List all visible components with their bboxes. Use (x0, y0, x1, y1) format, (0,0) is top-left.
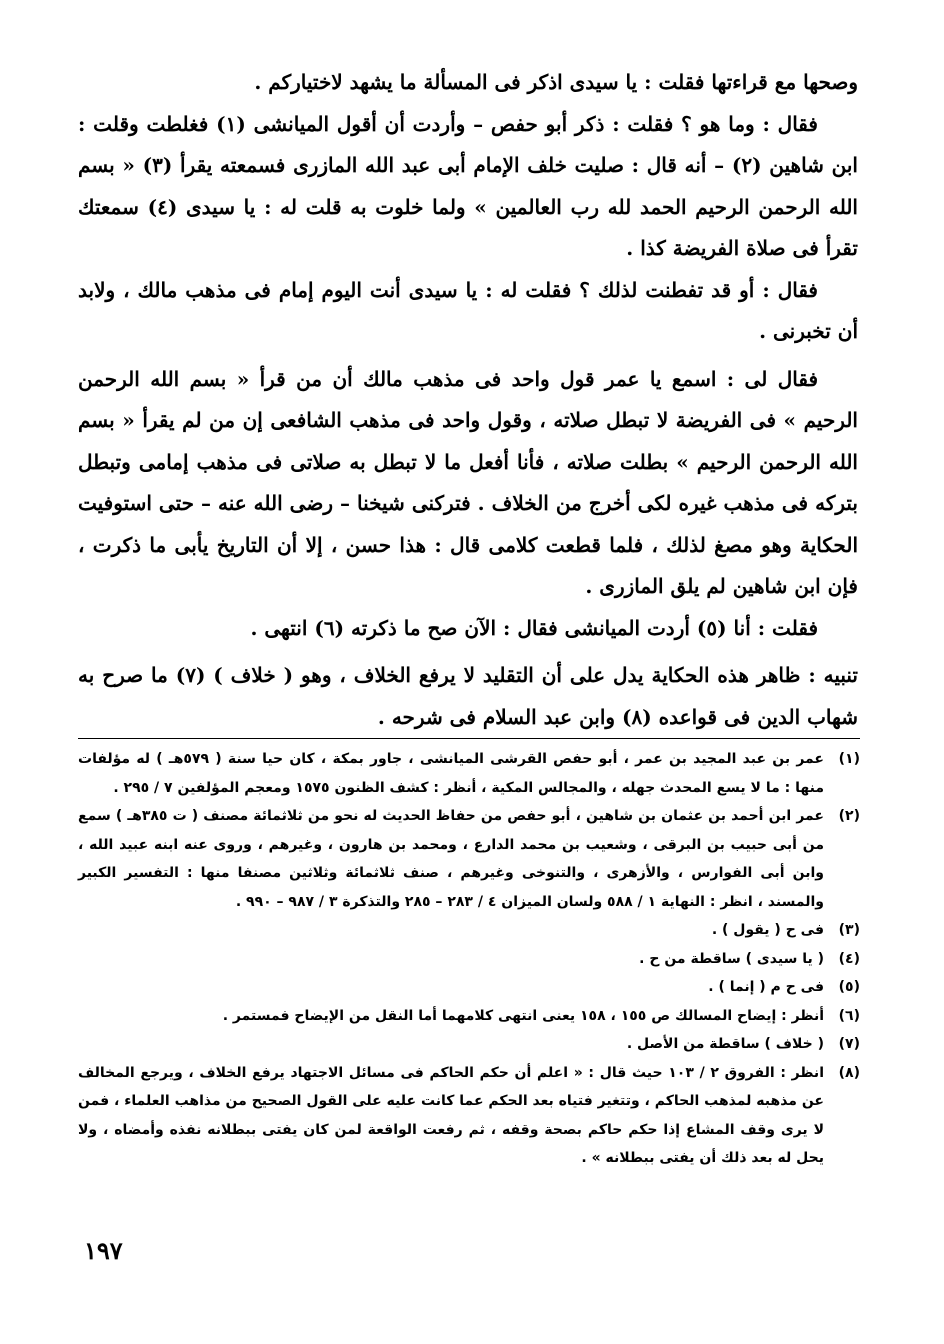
footnote-divider (78, 738, 860, 739)
footnote-number: (٢) (838, 808, 860, 824)
paragraph-6: تنبيه : ظاهر هذه الحكاية يدل على أن التقليد لا يرفع الخلاف ، وهو ( خلاف ) (٧) ما صرح به شهاب الدين فى قواعده (٨) وابن عبد السلام فى شرحه . (78, 663, 858, 729)
footnote-text: فى ح ( يقول ) . (711, 922, 824, 938)
footnote-number: (٨) (838, 1064, 860, 1081)
footnote-7 (78, 1030, 860, 1059)
footnote-text: عمر ابن أحمد بن عثمان بن شاهين ، أبو حفص من حفاظ الحديث له نحو من ثلاثمائة مصنف ( ت ٣٨٥هـ ) سمع من أبى حبيب بن البرقى ، وشعيب بن محمد الدارع ، ومحمد بن هارون ، وغيرهم ، وروى عنه ابنه عبيد الله ، وابن أبى الفوارس ، والأزهرى ، والتنوخى وغيرهم ، صنف ثلاثمائة وثلاثين مصنفا منها : التفسير الكبير والمسند ، انظر : النهاية ١ / ٥٨٨ ولسان الميزان ٤ / ٢٨٣ – ٢٨٥ والتذكرة ٣ / ٩٨٧ – ٩٩٠ . (78, 808, 824, 910)
footnotes (78, 745, 860, 1173)
footnote-text: أنظر : إيضاح المسالك ص ١٥٥ ، ١٥٨ يعنى انتهى كلامهما أما النقل من الإيضاح فمستمر . (222, 1007, 824, 1024)
main-text (78, 62, 858, 738)
footnote-text: ( يا سيدى ) ساقطة من ح . (639, 950, 824, 967)
page-number: ١٩٧ (84, 1236, 123, 1265)
paragraph-5: فقلت : أنا (٥) أردت الميانشى فقال : الآن صح ما ذكرته (٦) انتهى . (250, 615, 818, 640)
paragraph-2: فقال : وما هو ؟ فقلت : ذكر أبو حفص – وأردت أن أقول الميانشى (١) فغلطت وقلت : ابن شاهين (٢) – أنه قال : صليت خلف الإمام أبى عبد الله المازرى فسمعته يقرأ (٣) « بسم الله الرحمن الرحيم الحمد لله رب العالمين » ولما خلوت به قلت له : يا سيدى (٤) سمعتك تقرأ فى صلاة الفريضة كذا . (78, 111, 858, 260)
footnote-text: انظر : الفروق ٢ / ١٠٣ حيث قال : « اعلم أن حكم الحاكم فى مسائل الاجتهاد يرفع الخلاف ، ويرجع المخالف عن مذهبه لمذهب الحاكم ، وتتغير فتياه بعد الحكم عما كانت عليه على القول الصحيح من مذاهب العلماء ، فمن لا يرى وقف المشاع إذا حكم حاكم بصحة وقفه ، ثم رفعت الواقعة لمن كان يفتى ببطلانه نفذه وأمضاه ، ولا يحل له بعد ذلك أن يفتى ببطلانه » . (78, 1064, 824, 1166)
footnote-number: (٣) (838, 922, 860, 938)
footnote-2 (78, 802, 860, 916)
footnote-number: (٧) (838, 1036, 860, 1052)
footnote-text: فى ح م ( إنما ) . (708, 979, 824, 995)
paragraph-1: وصحها مع قراءتها فقلت : يا سيدى اذكر فى المسألة ما يشهد لاختياركم . (254, 70, 858, 94)
footnote-number: (٤) (838, 950, 860, 967)
paragraph-3: فقال : أو قد تفطنت لذلك ؟ فقلت له : يا سيدى أنت اليوم إمام فى مذهب مالك ، ولابد أن تخبرنى . (78, 277, 858, 343)
paragraph-4: فقال لى : اسمع يا عمر قول واحد فى مذهب مالك أن من قرأ « بسم الله الرحمن الرحيم » فى الفريضة لا تبطل صلاته ، وقول واحد فى مذهب الشافعى إن من لم يقرأ « بسم الله الرحمن الرحيم » بطلت صلاته ، فأنا أفعل ما لا تبطل به صلاتى فى مذهب إمامى وتبطل بتركه فى مذهب غيره لكى أخرج من الخلاف . فتركنى شيخنا – رضى الله عنه – حتى استوفيت الحكاية وهو مصغ لذلك ، فلما قطعت كلامى قال : هذا حسن ، إلا أن التاريخ يأبى ما ذكرت ، فإن ابن شاهين لم يلق المازرى . (78, 366, 858, 598)
footnote-8 (78, 1059, 860, 1173)
footnote-3 (78, 916, 860, 945)
footnote-number: (٥) (838, 979, 860, 995)
footnote-text: ( خلاف ) ساقطة من الأصل . (626, 1036, 824, 1052)
footnote-5 (78, 973, 860, 1002)
footnote-number: (٦) (838, 1007, 860, 1024)
footnote-1 (78, 745, 860, 802)
footnote-6 (78, 1002, 860, 1031)
footnote-number: (١) (838, 751, 860, 767)
footnote-4 (78, 945, 860, 974)
footnote-text: عمر بن عبد المجيد بن عمر ، أبو حفص القرشى الميانشى ، جاور بمكة ، كان حيا سنة ( ٥٧٩هـ ) له مؤلفات منها : ما لا يسع المحدث جهله ، والمجالس المكية ، أنظر : كشف الظنون ١٥٧٥ ومعجم المؤلفين ٧ / ٢٩٥ . (78, 751, 824, 796)
